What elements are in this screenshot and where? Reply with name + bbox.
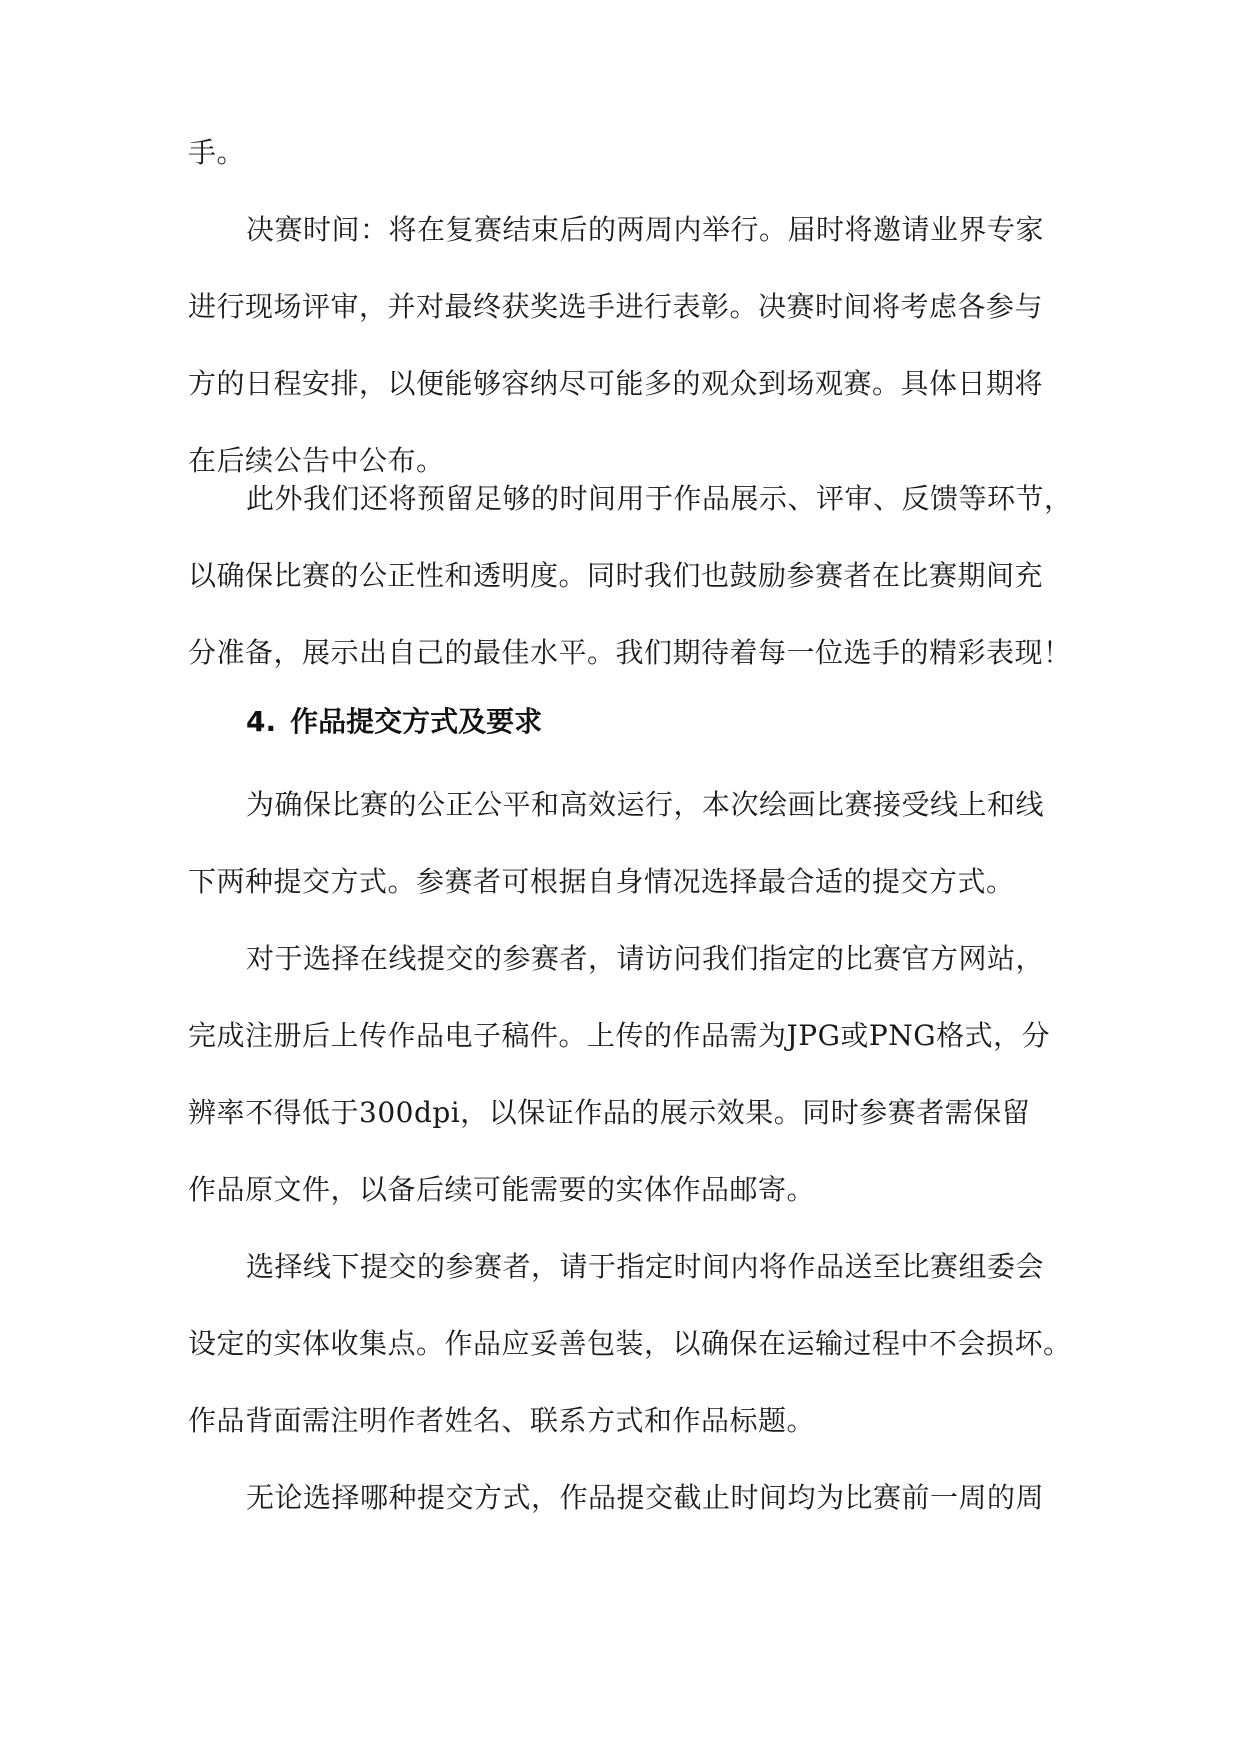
text-line: 方的日程安排，以便能够容纳尽可能多的观众到场观赛。具体日期将 bbox=[188, 367, 1044, 400]
text-line: 决赛时间：将在复赛结束后的两周内举行。届时将邀请业界专家 bbox=[246, 213, 1045, 246]
text-line: 作品原文件，以备后续可能需要的实体作品邮寄。 bbox=[188, 1173, 816, 1206]
text-line: 作品背面需注明作者姓名、联系方式和作品标题。 bbox=[188, 1404, 816, 1437]
paragraph-reserved-time bbox=[188, 460, 1073, 691]
text-line: 设定的实体收集点。作品应妥善包装，以确保在运输过程中不会损坏。 bbox=[188, 1327, 1072, 1360]
text-line: 为确保比赛的公正公平和高效运行，本次绘画比赛接受线上和线 bbox=[246, 788, 1045, 821]
text-line: 完成注册后上传作品电子稿件。上传的作品需为JPG或PNG格式，分 bbox=[188, 1019, 1051, 1052]
text-line: 以确保比赛的公正性和透明度。同时我们也鼓励参赛者在比赛期间充 bbox=[188, 559, 1044, 592]
paragraph-online-submission bbox=[188, 920, 1058, 1228]
text-line: 下两种提交方式。参赛者可根据自身情况选择最合适的提交方式。 bbox=[188, 865, 1015, 898]
text-line: 分准备，展示出自己的最佳水平。我们期待着每一位选手的精彩表现！ bbox=[188, 636, 1072, 669]
text-line: 选择线下提交的参赛者，请于指定时间内将作品送至比赛组委会 bbox=[246, 1250, 1045, 1283]
text-line: 对于选择在线提交的参赛者，请访问我们指定的比赛官方网站， bbox=[246, 942, 1045, 975]
text-line: 此外我们还将预留足够的时间用于作品展示、评审、反馈等环节， bbox=[246, 482, 1073, 515]
text-line: 辨率不得低于300dpi，以保证作品的展示效果。同时参赛者需保留 bbox=[188, 1096, 1031, 1129]
text-line: 在后续公告中公布。 bbox=[188, 444, 445, 477]
paragraph-final-schedule bbox=[188, 191, 1058, 499]
text-line: 无论选择哪种提交方式，作品提交截止时间均为比赛前一周的周 bbox=[246, 1481, 1045, 1514]
section-title: 作品提交方式及要求 bbox=[290, 705, 543, 738]
paragraph-submission-intro bbox=[188, 766, 1058, 920]
paragraph-offline-submission bbox=[188, 1228, 1072, 1459]
text-line: 手。 bbox=[188, 136, 246, 169]
paragraph-continuation bbox=[188, 114, 1058, 191]
section-number: 4. bbox=[246, 705, 277, 738]
section-heading bbox=[246, 702, 542, 742]
paragraph-deadline bbox=[188, 1459, 1058, 1536]
text-line: 进行现场评审，并对最终获奖选手进行表彰。决赛时间将考虑各参与 bbox=[188, 290, 1044, 323]
